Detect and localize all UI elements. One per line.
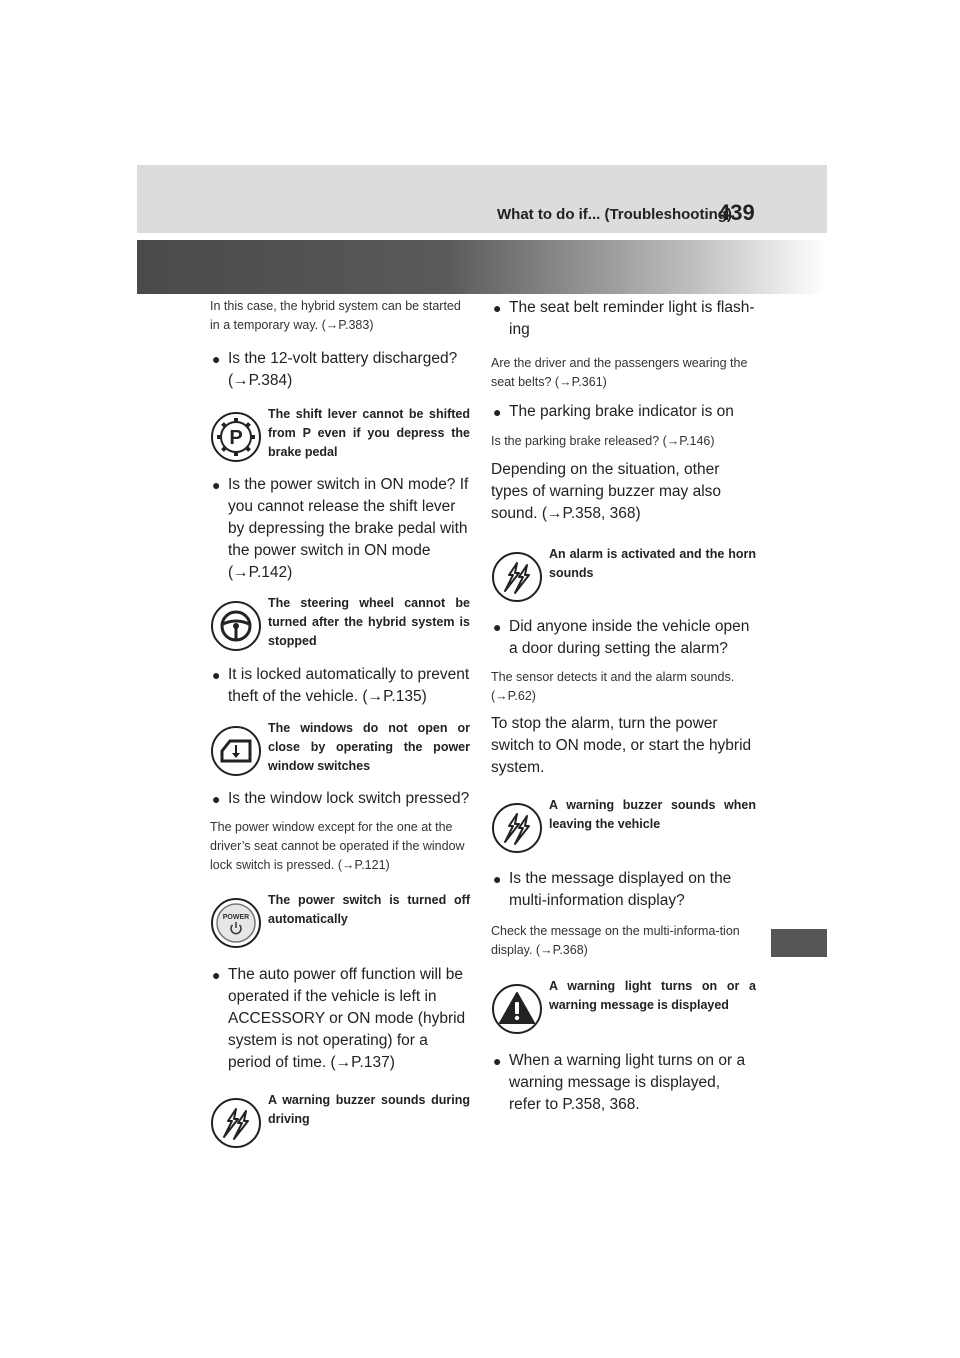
- bullet-dot-icon: ●: [493, 404, 502, 420]
- bullet-dot-icon: ●: [212, 791, 221, 807]
- shift-lever-gear-icon: [210, 411, 262, 463]
- warning-triangle-icon: [491, 983, 543, 1035]
- svg-text:P: P: [229, 427, 243, 449]
- power-icon-label: POWER: [222, 914, 250, 921]
- bullet-dot-icon: ●: [212, 477, 221, 493]
- warning-buzzer-icon: [491, 802, 543, 854]
- bullet-locked: ● It is locked automatically to prevent theft of the vehicle. (→P.135): [212, 666, 470, 705]
- power-switch-icon: [210, 897, 262, 949]
- section-title: What to do if... (Troubleshooting): [497, 206, 732, 223]
- bullet-parking-brake: ● The parking brake indicator is on: [491, 401, 756, 423]
- note-parking-brake: Is the parking brake released? (→P.146): [491, 434, 715, 448]
- page-number: 439: [718, 200, 755, 225]
- bullet-battery: ● Is the 12-volt battery discharged? (→P.384): [212, 350, 458, 389]
- bullet-refer: ● When a warning light turns on or a warning message is displayed, refer to P.358, 368.: [493, 1052, 746, 1113]
- bullet-window-lock: ● Is the window lock switch pressed?: [210, 788, 470, 810]
- bullet-dot-icon: ●: [212, 967, 221, 983]
- power-window-icon: [210, 725, 262, 777]
- chapter-tab: [771, 929, 827, 957]
- bullet-auto-power-off: ● The auto power off function will be operated if the vehicle is left in ACCESSORY or ON mode (hybrid system is not operating) for a period of time. (→P.137): [212, 966, 466, 1071]
- bullet-dot-icon: ●: [212, 667, 221, 683]
- symptom-shift-lever: P The shift lever cannot be shifted from P even if you depress the brake pedal: [210, 405, 470, 463]
- bullet-power-on: ● Is the power switch in ON mode? If you cannot release the shift lever by depressing the brake pedal with the power switch in ON mode (→P.142): [212, 476, 469, 581]
- bullet-dot-icon: ●: [493, 619, 502, 635]
- warning-buzzer-icon: [210, 1097, 262, 1149]
- note-hybrid-temp: In this case, the hybrid system can be started in a temporary way. (→P.383): [210, 299, 461, 332]
- bullet-dot-icon: ●: [493, 1053, 502, 1069]
- bullet-door-open: ● Did anyone inside the vehicle open a door during setting the alarm?: [493, 618, 750, 657]
- right-column: [491, 297, 756, 1116]
- bullet-message: ● Is the message displayed on the multi-information display?: [493, 870, 732, 909]
- steering-wheel-icon: [210, 600, 262, 652]
- note-window-lock: The power window except for the one at the driver’s seat cannot be operated if the window lock switch is pressed. (→P.121): [210, 820, 465, 872]
- alarm-buzzer-icon: [491, 551, 543, 603]
- bullet-seat-belt: ● The seat belt reminder light is flash-ing: [493, 299, 755, 338]
- para-buzzer-types: Depending on the situation, other types of warning buzzer may also sound. (→P.358, 368): [491, 461, 722, 522]
- section-banner: [137, 240, 827, 294]
- bullet-dot-icon: ●: [493, 871, 502, 887]
- bullet-dot-icon: ●: [212, 351, 221, 367]
- note-seat-belt: Are the driver and the passengers wearing the seat belts? (→P.361): [491, 356, 748, 389]
- left-column: [210, 297, 470, 1149]
- symptom-windows: The windows do not open or close by operating the power window switches: [210, 719, 470, 777]
- bullet-dot-icon: ●: [493, 300, 502, 316]
- symptom-buzzer-driving: A warning buzzer sounds during driving: [210, 1091, 470, 1149]
- symptom-power-off: POWER The power switch is turned off automatically: [210, 891, 470, 949]
- symptom-alarm: An alarm is activated and the horn sounds: [491, 545, 756, 603]
- note-sensor: The sensor detects it and the alarm sounds. (→P.62): [491, 670, 735, 703]
- symptom-buzzer-leaving: A warning buzzer sounds when leaving the vehicle: [491, 796, 756, 854]
- para-stop-alarm: To stop the alarm, turn the power switch to ON mode, or start the hybrid system.: [491, 715, 752, 776]
- symptom-steering: The steering wheel cannot be turned after the hybrid system is stopped: [210, 594, 470, 652]
- note-message: Check the message on the multi-informa-tion display. (→P.368): [491, 924, 740, 957]
- symptom-warning-light: A warning light turns on or a warning message is displayed: [491, 977, 756, 1035]
